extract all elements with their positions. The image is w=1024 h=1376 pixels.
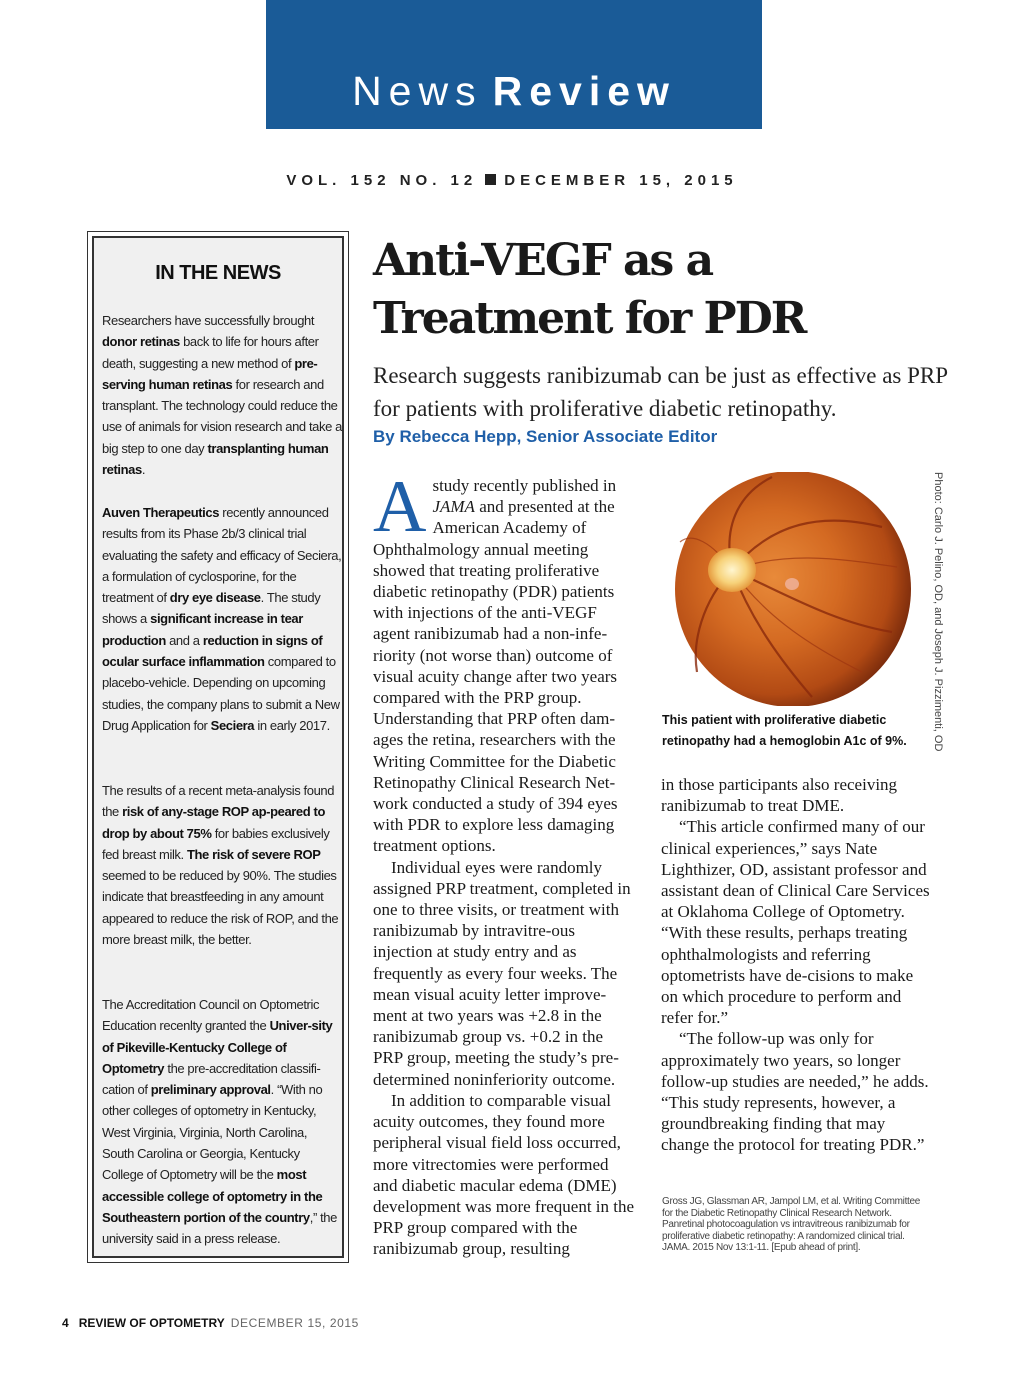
photo-credit: Photo: Carlo J. Pelino, OD, and Joseph J. Pizzimenti, OD — [932, 472, 944, 752]
news-highlight: The risk of severe ROP — [186, 846, 321, 862]
square-bullet-icon — [485, 174, 496, 185]
article-byline: By Rebecca Hepp, Senior Associate Editor — [373, 427, 718, 446]
reference-citation: Gross JG, Glassman AR, Jampol LM, et al. Writing Committee for the Diabetic Retinopathy Clinical Research Network. Panretinal photocoagulation vs intravitreous ranibizumab for proliferative diabetic retinopathy: A randomized clinical trial. JAMA. 2015 Nov 13:1-11. [Epub ahead of print]. — [662, 1196, 921, 1254]
news-highlight: Univer-sity of Pikeville-Kentucky College of Optometry — [102, 1018, 333, 1076]
news-text: recently announced results from its Phase 2b/3 clinical trial evaluating the safety and efficacy of Seciera, a formulation of cyclosporine, for the treatment of — [102, 505, 342, 606]
news-item-rop — [102, 780, 342, 950]
retina-image — [662, 472, 924, 706]
news-item-auven — [102, 502, 342, 736]
news-text: the pre-accreditation classifi-cation of — [102, 1060, 321, 1098]
headline-line-2: Treatment for PDR — [373, 293, 806, 344]
news-highlight: donor retinas — [102, 334, 180, 350]
section-title — [266, 66, 762, 116]
news-text: compared to placebo-vehicle. Depending on upcoming studies, the company plans to submit a New Drug Application for — [102, 654, 340, 733]
paragraph-text: and presented at the American Academy of Ophthalmology annual meeting showed that treating proliferative diabetic retinopathy (PDR) patients with injections of the anti-VEGF agent ranibizumab had a non-infe-riority (not worse than) outcome of visual acuity change after two years compared with the PRP group. Understanding that PRP often dam-ages the retina, researchers with the Writing Committee for the Diabetic Retinopathy Clinical Research Net-work conducted a study of 394 eyes with PDR to explore less damaging treatment options. — [373, 497, 618, 856]
drop-cap: A — [373, 466, 427, 548]
news-text: and a — [165, 632, 203, 648]
news-text: . The study shows a — [102, 590, 321, 627]
news-item-pikeville — [102, 994, 342, 1250]
news-text: for research and transplant. The technology could reduce the use of animals for vision research and take a big step to one day — [102, 376, 342, 456]
issue-volume: VOL. 152 NO. 12 — [286, 172, 478, 189]
news-highlight: preliminary approval — [150, 1082, 271, 1098]
news-highlight: pre-serving human retinas — [102, 355, 318, 392]
paragraph-quote-1: “This article confirmed many of our clinical experiences,” says Nate Lighthizer, OD, assistant professor and assistant dean of Clinical Care Services at Oklahoma College of Optometry. “With these results, perhaps treating ophthalmologists and referring optometrists have de-cisions to make on which procedure to perform and refer for.” — [661, 817, 930, 1028]
journal-name: JAMA — [432, 497, 475, 517]
news-highlight: Seciera — [210, 717, 255, 733]
page-number: 4 — [62, 1316, 69, 1330]
photo-caption: This patient with proliferative diabetic retinopathy had a hemoglobin A1c of 9%. — [662, 713, 907, 748]
headline-line-1: Anti-VEGF as a — [373, 235, 713, 286]
in-the-news-sidebar — [87, 231, 349, 1263]
footer-date: DECEMBER 15, 2015 — [230, 1316, 359, 1330]
section-title-light: News — [352, 68, 483, 114]
issue-date: DECEMBER 15, 2015 — [504, 172, 738, 189]
news-highlight: transplanting human retinas — [102, 440, 329, 478]
paragraph-methods: Individual eyes were randomly assigned PRP treatment, completed in one to three visits, or treatment with ranibizumab by intravitre-ous injection at study entry and as frequently as every four weeks. The mean visual acuity letter improve-ment at two years was +2.8 in the ranibizumab group vs. +0.2 in the PRP group, meeting the study’s pre-determined noninferiority outcome. — [373, 857, 631, 1089]
news-highlight: dry eye disease — [169, 590, 261, 606]
fundus-photo — [662, 472, 924, 706]
publication-name: REVIEW OF OPTOMETRY — [78, 1316, 225, 1330]
paragraph-results: In addition to comparable visual acuity outcomes, they found more peripheral visual field loss occurred, more vitrectomies were performed and diabetic macular edema (DME) development was more frequent in the PRP group compared with the ranibizumab group, resulting — [373, 1090, 635, 1259]
news-text: ,” the university said in a press release. — [102, 1209, 337, 1247]
page-footer — [62, 1316, 359, 1330]
news-text: seemed to be reduced by 90%. The studies indicate that breastfeeding in any amount appeared to reduce the risk of ROP, and the more breast milk, the better. — [102, 868, 339, 948]
news-text: back to life for hours after death, suggesting a new method of — [102, 334, 319, 371]
news-text: . — [141, 462, 146, 478]
article-column-right — [661, 774, 931, 1156]
news-text: for babies exclusively fed breast milk. — [102, 825, 330, 862]
issue-line — [0, 172, 1024, 189]
news-highlight: reduction in signs of ocular surface inflammation — [102, 632, 323, 670]
news-text: Researchers have successfully brought — [102, 313, 315, 328]
article-subhead: Research suggests ranibizumab can be just as effective as PRP for patients with proliferative diabetic retinopathy. — [373, 363, 948, 421]
sidebar-panel — [92, 236, 344, 1258]
news-highlight: risk of any-stage ROP ap-peared to drop by about 75% — [102, 804, 325, 841]
paragraph-intro — [373, 466, 635, 857]
sidebar-title: IN THE NEWS — [155, 262, 281, 284]
news-highlight: significant increase in tear production — [102, 611, 303, 648]
news-text: The results of a recent meta-analysis found the — [102, 783, 335, 820]
section-title-bold: Review — [492, 68, 676, 114]
paragraph-dme: in those participants also receiving ranibizumab to treat DME. — [661, 775, 898, 816]
paragraph-quote-2: “The follow-up was only for approximately two years, so longer follow-up studies are needed,” he adds. “This study represents, however, a groundbreaking finding that may change the protocol for treating PDR.” — [661, 1029, 929, 1155]
article-column-left — [373, 466, 635, 1260]
news-highlight: Auven Therapeutics — [102, 505, 220, 520]
article-headline — [373, 232, 933, 348]
paragraph-text: study recently published in — [432, 476, 617, 495]
news-text: The Accreditation Council on Optometric Education recenlty granted the — [102, 997, 320, 1034]
news-item-donor-retinas — [102, 310, 342, 480]
news-highlight: most accessible college of optometry in the Southeastern portion of the country — [102, 1167, 323, 1225]
news-text: in early 2017. — [254, 717, 330, 733]
news-text: . “With no other colleges of optometry in Kentucky, West Virginia, Virginia, North Carolina, South Carolina or Georgia, Kentucky College of Optometry will be the — [102, 1082, 323, 1183]
masthead-banner — [266, 0, 762, 129]
